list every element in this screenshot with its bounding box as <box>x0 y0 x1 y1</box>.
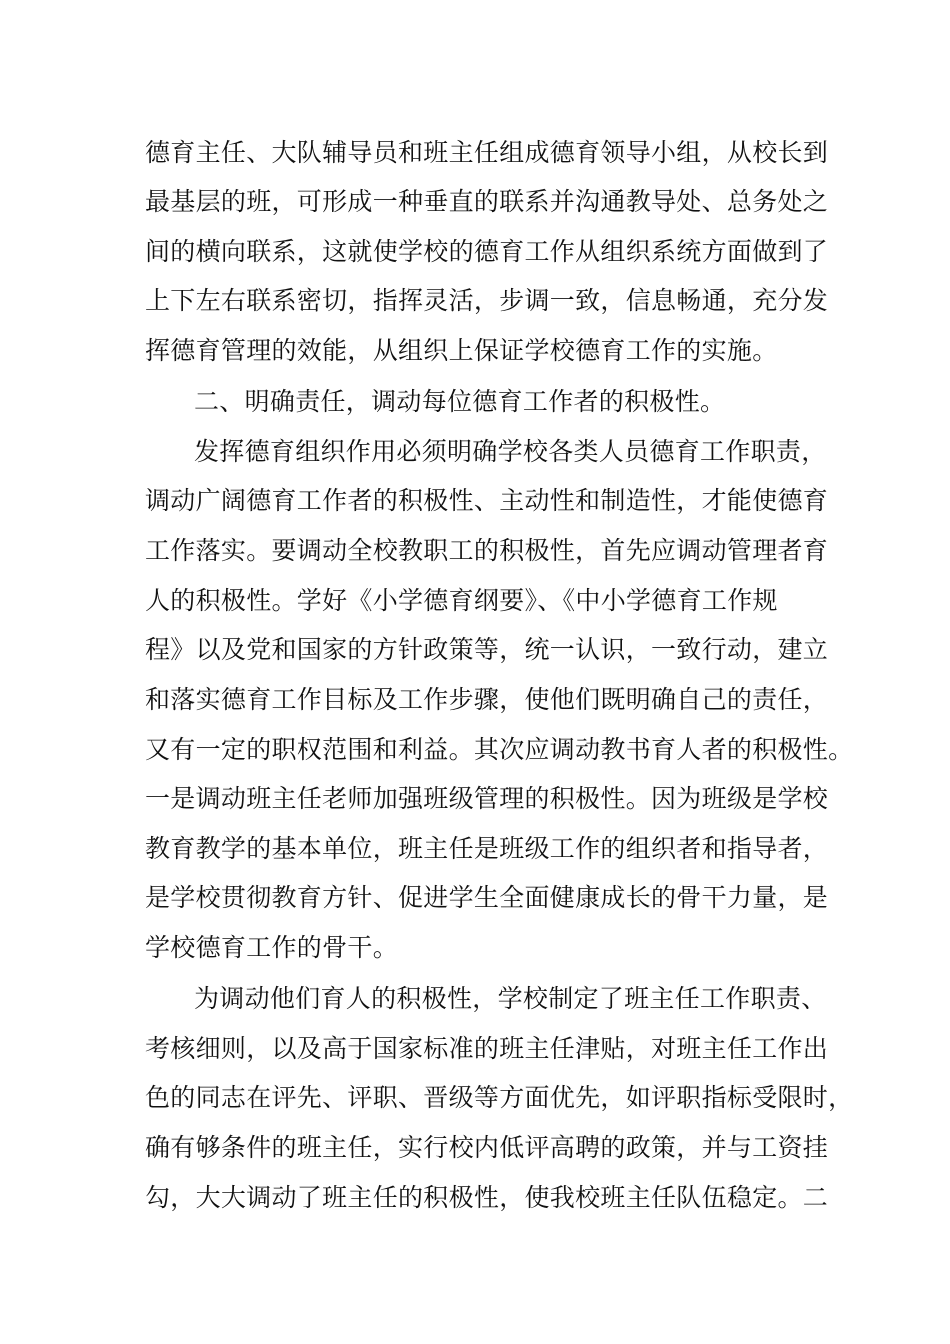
text-line: 又有一定的职权范围和利益。其次应调动教书育人者的积极性。 <box>145 735 854 764</box>
text-line: 德育主任、大队辅导员和班主任组成德育领导小组，从校长到 <box>145 138 829 167</box>
text-line: 发挥德育组织作用必须明确学校各类人员德育工作职责， <box>194 437 827 466</box>
text-line: 是学校贯彻教育方针、促进学生全面健康成长的骨干力量，是 <box>145 883 829 912</box>
text-line: 间的横向联系，这就使学校的德育工作从组织系统方面做到了 <box>145 237 829 266</box>
text-line: 色的同志在评先、评职、晋级等方面优先，如评职指标受限时， <box>145 1083 854 1112</box>
section-heading: 二、明确责任，调动每位德育工作者的积极性。 <box>194 387 726 416</box>
text-line: 学校德育工作的骨干。 <box>145 933 399 962</box>
text-line: 考核细则，以及高于国家标准的班主任津贴，对班主任工作出 <box>145 1034 829 1063</box>
text-line: 挥德育管理的效能，从组织上保证学校德育工作的实施。 <box>145 336 778 365</box>
text-line: 勾，大大调动了班主任的积极性，使我校班主任队伍稳定。二 <box>145 1183 829 1212</box>
text-line: 一是调动班主任老师加强班级管理的积极性。因为班级是学校 <box>145 784 829 813</box>
text-line: 最基层的班，可形成一种垂直的联系并沟通教导处、总务处之 <box>145 187 829 216</box>
text-line: 人的积极性。学好《小学德育纲要》、《中小学德育工作规 <box>145 586 778 615</box>
text-line: 和落实德育工作目标及工作步骤，使他们既明确自己的责任， <box>145 685 829 714</box>
text-line: 程》以及党和国家的方针政策等，统一认识，一致行动，建立 <box>145 635 829 664</box>
text-line: 上下左右联系密切，指挥灵活，步调一致，信息畅通，充分发 <box>145 286 829 315</box>
text-line: 为调动他们育人的积极性，学校制定了班主任工作职责、 <box>194 984 827 1013</box>
text-line: 调动广阔德育工作者的积极性、主动性和制造性，才能使德育 <box>145 486 829 515</box>
text-line: 工作落实。要调动全校教职工的积极性，首先应调动管理者育 <box>145 536 829 565</box>
text-line: 确有够条件的班主任，实行校内低评高聘的政策，并与工资挂 <box>145 1133 829 1162</box>
text-line: 教育教学的基本单位，班主任是班级工作的组织者和指导者， <box>145 834 829 863</box>
